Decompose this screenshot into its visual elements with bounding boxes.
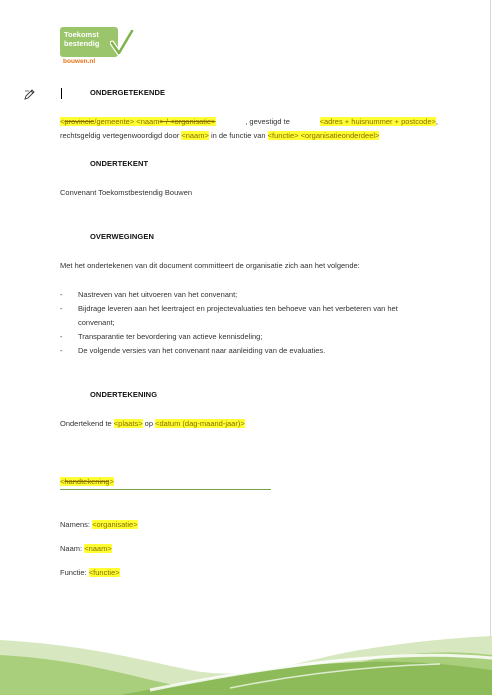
comma: , xyxy=(435,117,438,126)
functie-placeholder[interactable]: <functie> <organisatieonderdeel> xyxy=(267,131,380,140)
overwegingen-intro: Met het ondertekenen van dit document committeert de organisatie zich aan het volgende: xyxy=(60,261,360,270)
namens-row xyxy=(60,520,138,530)
ondertekend-te-text: Ondertekend te xyxy=(60,419,114,428)
footer-wave-decoration xyxy=(0,600,492,695)
naam-placeholder[interactable]: <naam> xyxy=(84,544,112,553)
logo-subtitle: bouwen.nl xyxy=(63,58,96,65)
functie-placeholder[interactable]: <functie> xyxy=(88,568,120,577)
provincie-deleted: provincie xyxy=(64,117,95,126)
list-item-text-line2: convenant; xyxy=(78,318,115,327)
list-item xyxy=(60,288,440,302)
list-item-text: De volgende versies van het convenant naar aanleiding van de evaluaties. xyxy=(78,346,326,355)
list-item xyxy=(60,302,440,330)
organisatie-placeholder: > / <organisatie> xyxy=(159,117,216,126)
heading-ondertekent: ONDERTEKENT xyxy=(90,159,149,168)
list-item-text: Nastreven van het uitvoeren van het convenant; xyxy=(78,290,238,299)
handtekening-placeholder: handtekening xyxy=(64,477,110,486)
vertegenwoordigd-text: rechtsgeldig vertegenwoordigd door xyxy=(60,131,182,140)
heading-ondergetekende: ONDERGETEKENDE xyxy=(90,88,166,97)
gemeente-naam-placeholder: /gemeente> <naam xyxy=(94,117,160,126)
namens-placeholder[interactable]: <organisatie> xyxy=(92,520,138,529)
pencil-edit-icon[interactable] xyxy=(24,88,36,100)
bracket-open: < xyxy=(60,477,65,486)
party-paragraph xyxy=(60,115,438,143)
list-item xyxy=(60,344,440,358)
op-text: op xyxy=(142,419,156,428)
list-item-text xyxy=(78,302,438,316)
party-line-1 xyxy=(60,115,438,129)
bullet-dash: - xyxy=(60,332,63,341)
bullet-dash: - xyxy=(60,346,63,355)
naam-label: Naam: xyxy=(60,544,85,553)
heading-overwegingen: OVERWEGINGEN xyxy=(90,232,154,241)
page-edge xyxy=(490,0,491,695)
adres-field[interactable] xyxy=(320,115,438,129)
bullet-dash: - xyxy=(60,290,63,299)
plaats-placeholder[interactable]: <plaats> xyxy=(113,419,143,428)
bracket-open: < xyxy=(60,117,65,126)
bullet-dash: - xyxy=(60,304,63,313)
naam-placeholder[interactable]: <naam> xyxy=(181,131,209,140)
logo-line-1: Toekomst xyxy=(64,30,99,39)
ondertekend-line xyxy=(60,419,245,429)
handtekening-field[interactable] xyxy=(60,477,114,487)
functie-row xyxy=(60,568,120,578)
list-item xyxy=(60,330,440,344)
party-line-2 xyxy=(60,129,438,143)
gevestigd-text: , gevestigd te xyxy=(245,117,290,126)
heading-ondertekening: ONDERTEKENING xyxy=(90,390,158,399)
list-item-text-line1: Bijdrage leveren aan het leertraject en projectevaluaties ten behoeve van het verbeteren van het xyxy=(78,304,398,313)
functie-label: Functie: xyxy=(60,568,89,577)
adres-placeholder: <adres + huisnummer + postcode> xyxy=(319,117,436,126)
logo-line-2: bestendig xyxy=(64,39,100,48)
signature-line xyxy=(60,489,271,490)
overwegingen-list xyxy=(60,288,440,358)
toekomstbestendig-bouwen-logo xyxy=(60,27,135,69)
bracket-close: > xyxy=(109,477,114,486)
naam-row xyxy=(60,544,112,554)
text-cursor xyxy=(61,88,62,99)
list-item-text: Transparantie ter bevordering van actieve kennisdeling; xyxy=(78,332,263,341)
namens-label: Namens: xyxy=(60,520,93,529)
convenant-name: Convenant Toekomstbestendig Bouwen xyxy=(60,188,193,197)
checkmark-icon xyxy=(110,29,134,59)
datum-placeholder[interactable]: <datum (dag-maand-jaar)> xyxy=(155,419,245,428)
functie-text: in de functie van xyxy=(208,131,268,140)
party-org-field[interactable] xyxy=(60,115,216,129)
